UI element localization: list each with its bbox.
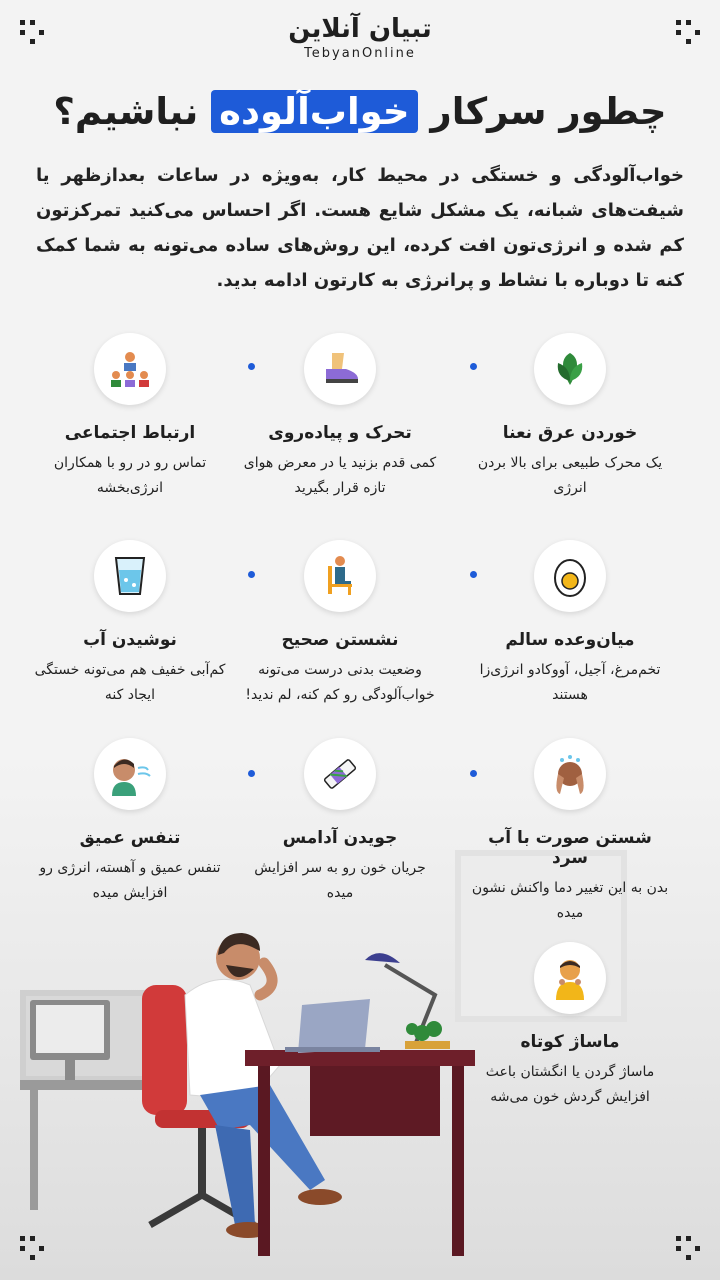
tip-item [470, 942, 670, 1110]
tip-item [30, 738, 230, 906]
title-part-1: چطور سرکار [430, 90, 667, 133]
walking-shoe-icon [304, 333, 376, 405]
tip-item [30, 540, 230, 708]
separator-dot [470, 571, 477, 578]
separator-dot [470, 363, 477, 370]
page-title [0, 90, 720, 133]
tip-item [240, 333, 440, 501]
tip-item [240, 540, 440, 708]
tip-description: تنفس عمیق و آهسته، انرژی رو افزایش میده [39, 860, 221, 901]
separator-dot [470, 770, 477, 777]
deep-breath-icon [94, 738, 166, 810]
neck-massage-icon [534, 942, 606, 1014]
tip-title: ارتباط اجتماعی [64, 423, 196, 443]
tip-description: ماساژ گردن یا انگشتان باعث افزایش گردش خون می‌شه [485, 1064, 655, 1105]
tip-description: تماس رو در رو با همکاران انرژی‌بخشه [53, 455, 207, 496]
separator-dot [248, 770, 255, 777]
tip-item [470, 540, 670, 708]
tip-title: میان‌وعده سالم [505, 630, 635, 650]
tip-title: تنفس عمیق [79, 828, 181, 848]
brand-logo [0, 14, 720, 61]
tip-title: نوشیدن آب [83, 630, 177, 650]
tip-description: بدن به این تغییر دما واکنش نشون میده [471, 880, 669, 921]
tired-worker-illustration [20, 925, 490, 1260]
tip-description: جریان خون رو به سر افزایش میده [254, 860, 426, 901]
tip-description: وضعیت بدنی درست می‌تونه خواب‌آلودگی رو کم کنه، لم ندید! [245, 662, 435, 703]
separator-dot [248, 363, 255, 370]
water-glass-icon [94, 540, 166, 612]
tip-item [470, 738, 670, 926]
tip-description: یک محرک طبیعی برای بالا بردن انرژی [477, 455, 663, 496]
tip-title: تحرک و پیاده‌روی [268, 423, 412, 443]
chewing-gum-icon [304, 738, 376, 810]
tip-title: ماساژ کوتاه [520, 1032, 620, 1052]
tip-item [240, 738, 440, 906]
tip-title: جویدن آدامس [282, 828, 398, 848]
title-part-2: نباشیم؟ [53, 90, 199, 133]
tip-description: کم‌آبی خفیف هم می‌تونه خستگی ایجاد کنه [34, 662, 226, 703]
brand-name-en: TebyanOnline [304, 46, 416, 61]
people-network-icon [94, 333, 166, 405]
tip-item [30, 333, 230, 501]
title-highlight: خواب‌آلوده [211, 90, 417, 133]
tip-title: خوردن عرق نعنا [502, 423, 638, 443]
egg-icon [534, 540, 606, 612]
tip-description: کمی قدم بزنید یا در معرض هوای تازه قرار بگیرید [243, 455, 437, 496]
tip-description: تخم‌مرغ، آجیل، آووکادو انرژی‌زا هستند [479, 662, 661, 703]
corner-dots-bottom-right [676, 1236, 700, 1260]
intro-paragraph: خواب‌آلودگی و خستگی در محیط کار، به‌ویژه در ساعات بعدازظهر یا شیفت‌های شبانه، یک مشکل شایع هست. اگر احساس می‌کنید تمرکزتون کم شده و انرژی‌تون افت کرده، این روش‌های ساده می‌تونه به شما کمک کنه تا دوباره با نشاط و پرانرژی به کارتون ادامه بدید. [36, 165, 684, 291]
sitting-person-icon [304, 540, 376, 612]
tip-title: نشستن صحیح [281, 630, 399, 650]
brand-name-fa: تبیان آنلاین [288, 14, 432, 44]
tip-item [470, 333, 670, 501]
mint-leaf-icon [534, 333, 606, 405]
tip-title: شستن صورت با آب سرد [488, 828, 652, 868]
face-wash-icon [534, 738, 606, 810]
separator-dot [248, 571, 255, 578]
